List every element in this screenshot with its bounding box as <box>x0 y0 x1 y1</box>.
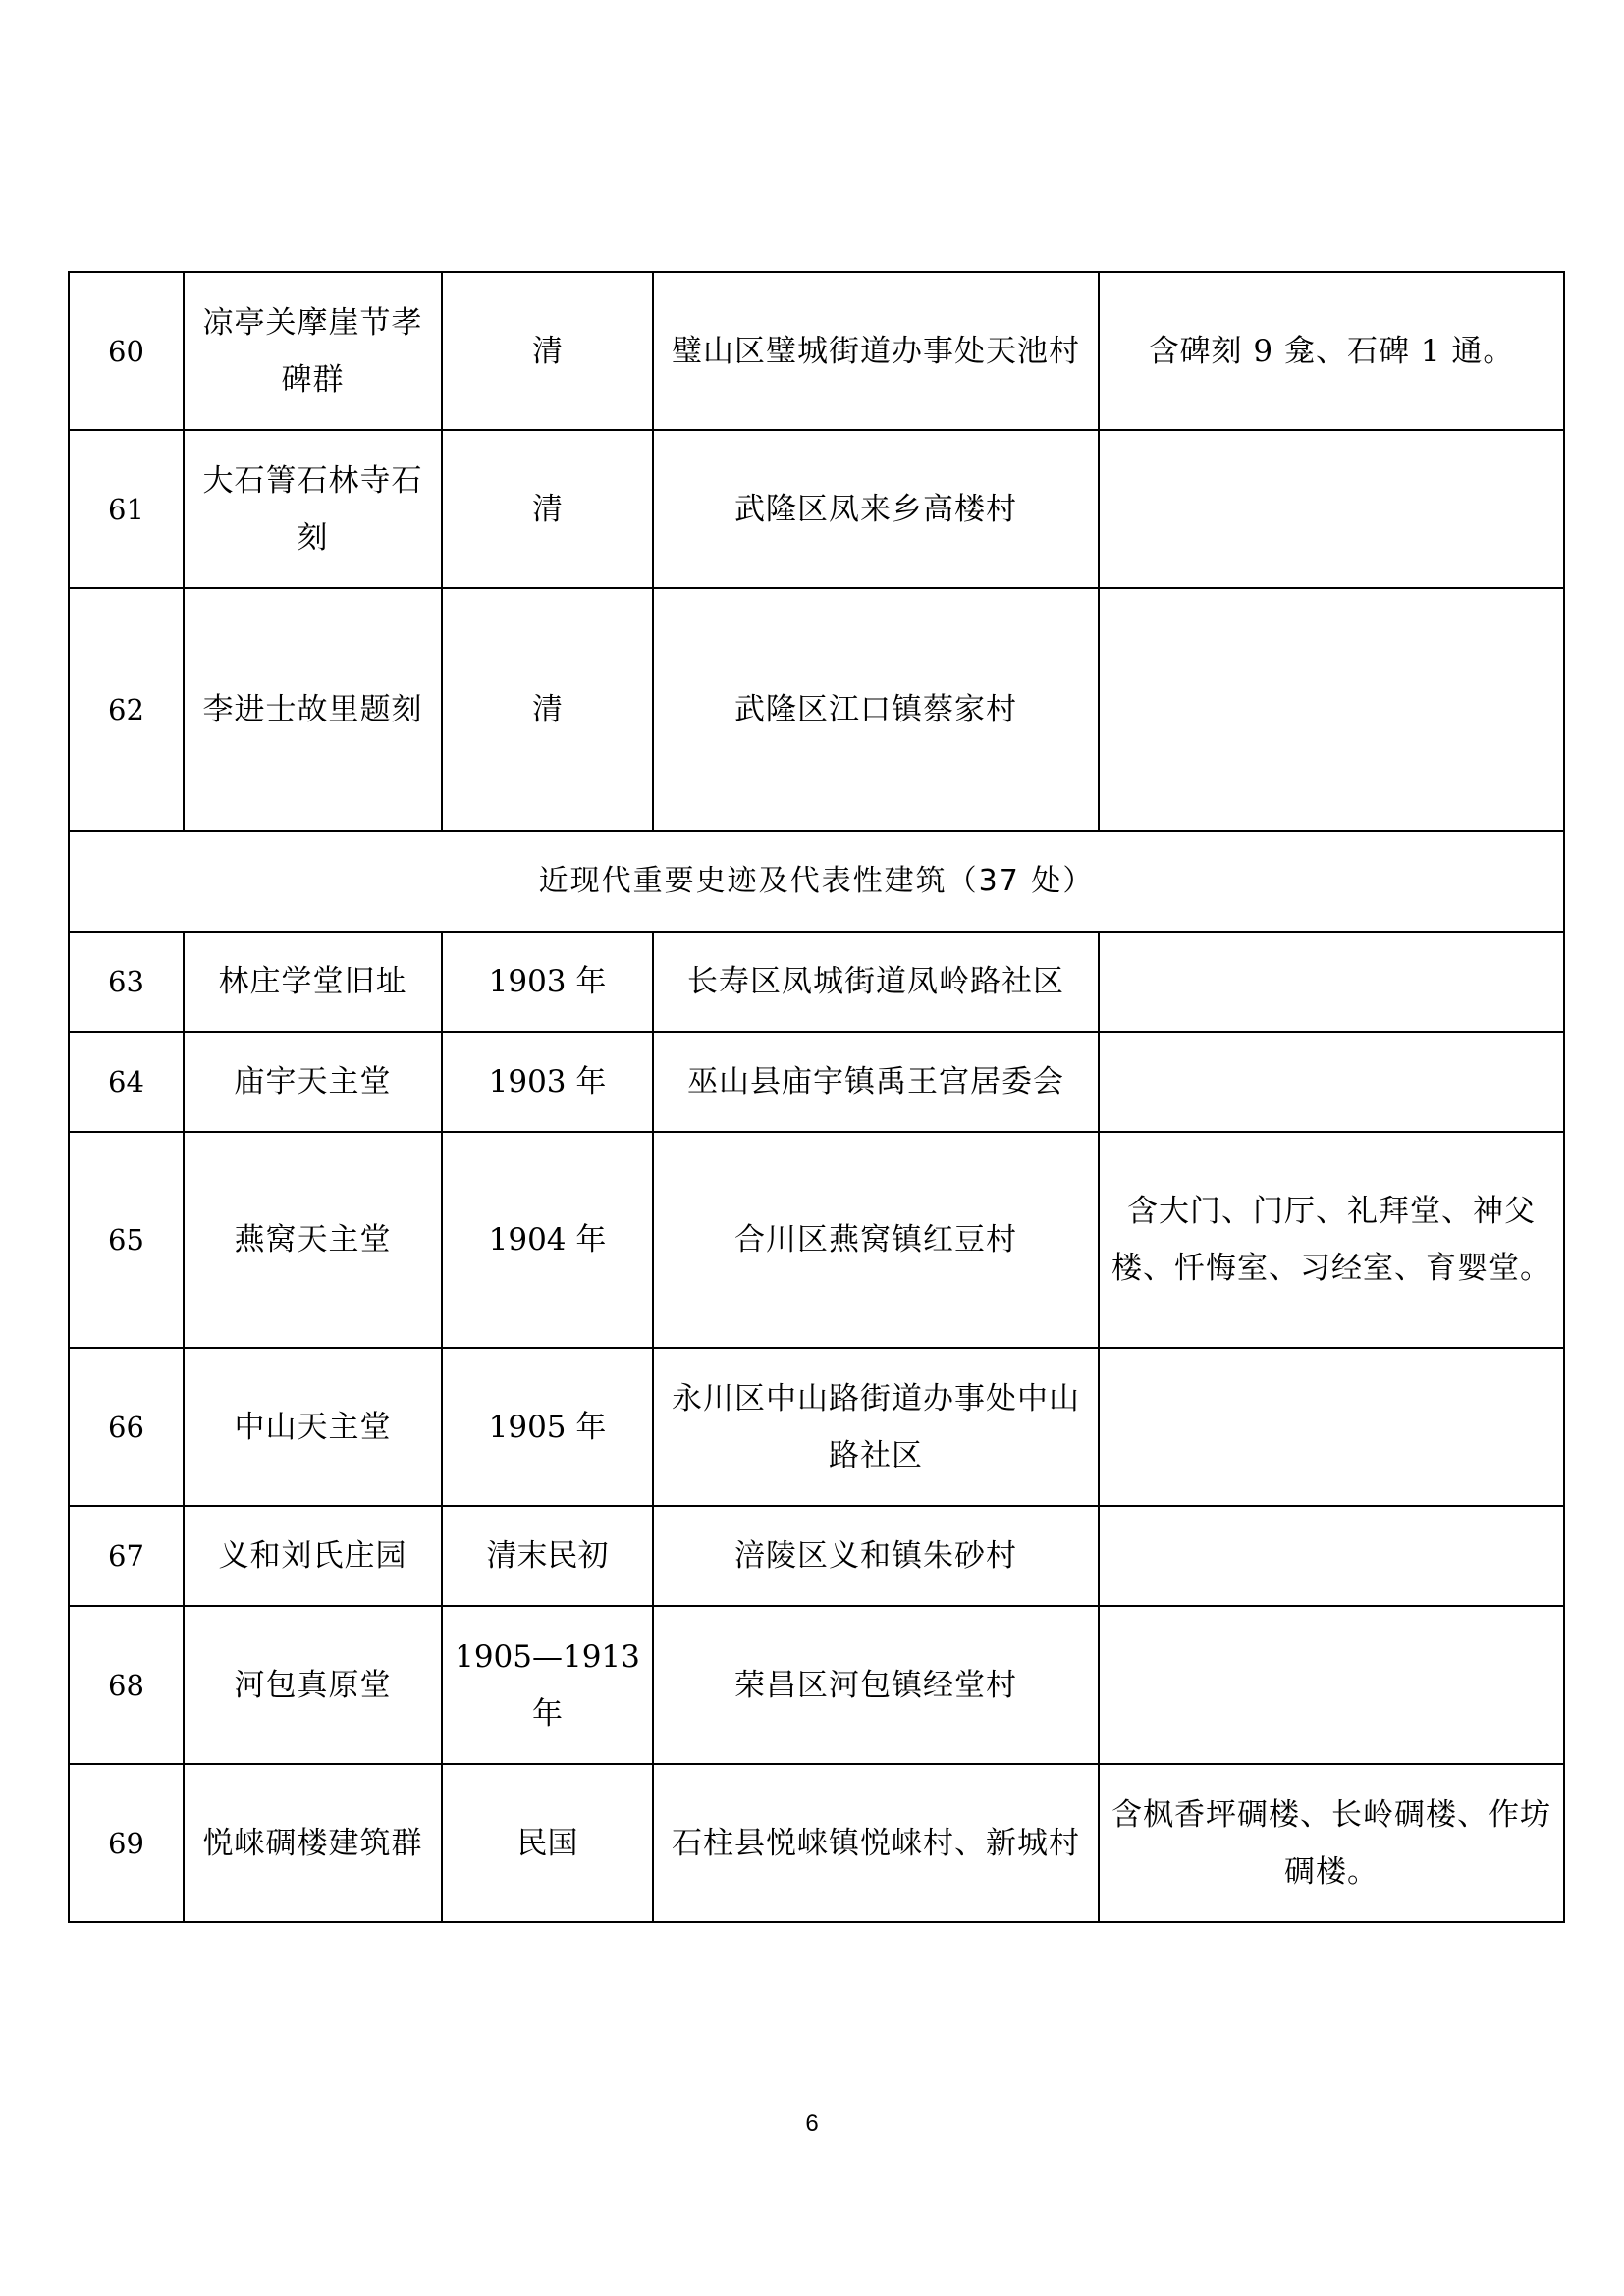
site-era: 清末民初 <box>442 1506 653 1606</box>
row-number: 61 <box>69 430 184 588</box>
site-era: 1905—1913 年 <box>442 1606 653 1764</box>
site-note <box>1099 1506 1564 1606</box>
site-era: 清 <box>442 430 653 588</box>
site-note <box>1099 932 1564 1032</box>
row-number: 63 <box>69 932 184 1032</box>
table-row <box>69 1132 1564 1348</box>
page-number: 6 <box>805 2110 819 2137</box>
site-name: 凉亭关摩崖节孝碑群 <box>184 272 442 430</box>
row-number: 60 <box>69 272 184 430</box>
section-title: 近现代重要史迹及代表性建筑（37 处） <box>69 831 1564 932</box>
site-location: 璧山区璧城街道办事处天池村 <box>653 272 1099 430</box>
site-note <box>1099 1606 1564 1764</box>
site-name: 大石箐石林寺石刻 <box>184 430 442 588</box>
row-number: 66 <box>69 1348 184 1506</box>
site-location: 武隆区凤来乡高楼村 <box>653 430 1099 588</box>
site-location: 永川区中山路街道办事处中山路社区 <box>653 1348 1099 1506</box>
site-era: 1905 年 <box>442 1348 653 1506</box>
site-note <box>1099 430 1564 588</box>
site-note <box>1099 1032 1564 1132</box>
site-name: 河包真原堂 <box>184 1606 442 1764</box>
table-row <box>69 1606 1564 1764</box>
row-number: 67 <box>69 1506 184 1606</box>
site-location: 长寿区凤城街道凤岭路社区 <box>653 932 1099 1032</box>
table-row <box>69 1348 1564 1506</box>
site-name: 李进士故里题刻 <box>184 588 442 831</box>
site-note: 含大门、门厅、礼拜堂、神父楼、忏悔室、习经室、育婴堂。 <box>1099 1132 1564 1348</box>
site-era: 民国 <box>442 1764 653 1922</box>
site-location: 武隆区江口镇蔡家村 <box>653 588 1099 831</box>
site-era: 清 <box>442 588 653 831</box>
row-number: 69 <box>69 1764 184 1922</box>
table-row <box>69 1764 1564 1922</box>
site-era: 1904 年 <box>442 1132 653 1348</box>
site-name: 庙宇天主堂 <box>184 1032 442 1132</box>
site-name: 中山天主堂 <box>184 1348 442 1506</box>
site-location: 荣昌区河包镇经堂村 <box>653 1606 1099 1764</box>
table-row <box>69 1506 1564 1606</box>
site-era: 1903 年 <box>442 932 653 1032</box>
site-name: 义和刘氏庄园 <box>184 1506 442 1606</box>
table-row <box>69 932 1564 1032</box>
site-name: 悦崃碉楼建筑群 <box>184 1764 442 1922</box>
heritage-sites-table <box>68 271 1565 1923</box>
site-note: 含枫香坪碉楼、长岭碉楼、作坊碉楼。 <box>1099 1764 1564 1922</box>
site-note: 含碑刻 9 龛、石碑 1 通。 <box>1099 272 1564 430</box>
site-location: 涪陵区义和镇朱砂村 <box>653 1506 1099 1606</box>
site-location: 合川区燕窝镇红豆村 <box>653 1132 1099 1348</box>
row-number: 65 <box>69 1132 184 1348</box>
site-note <box>1099 1348 1564 1506</box>
site-name: 林庄学堂旧址 <box>184 932 442 1032</box>
row-number: 62 <box>69 588 184 831</box>
table-row <box>69 1032 1564 1132</box>
table-row <box>69 272 1564 430</box>
site-note <box>1099 588 1564 831</box>
table-row <box>69 430 1564 588</box>
site-name: 燕窝天主堂 <box>184 1132 442 1348</box>
site-era: 清 <box>442 272 653 430</box>
site-location: 巫山县庙宇镇禹王宫居委会 <box>653 1032 1099 1132</box>
section-header-row <box>69 831 1564 932</box>
table-row <box>69 588 1564 831</box>
site-location: 石柱县悦崃镇悦崃村、新城村 <box>653 1764 1099 1922</box>
row-number: 64 <box>69 1032 184 1132</box>
site-era: 1903 年 <box>442 1032 653 1132</box>
row-number: 68 <box>69 1606 184 1764</box>
